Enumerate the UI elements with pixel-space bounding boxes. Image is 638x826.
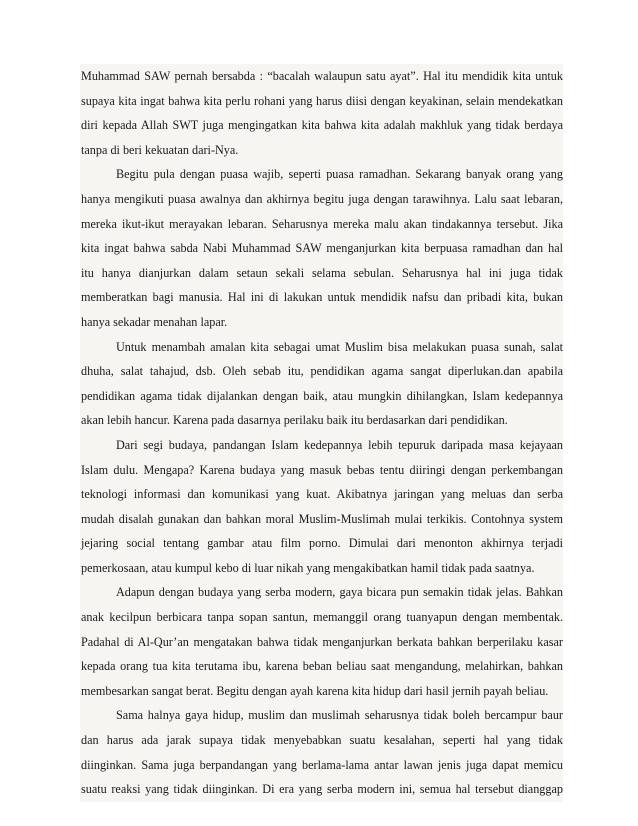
text-line: anak kecilpun berbicara tanpa sopan santun, memanggil orang tuanyapun dengan membentak.: [80, 605, 563, 630]
text-line: tanpa di beri kekuatan dari-Nya.: [80, 138, 563, 163]
text-line: pendidikan agama tidak dijalankan dengan baik, atau mungkin dihilangkan, Islam kedepannya: [80, 384, 563, 409]
text-line: mereka ikut-ikut merayakan lebaran. Seharusnya mereka malu akan tindakannya tersebut. Jika: [80, 212, 563, 237]
text-line: jejaring social tentang gambar atau film porno. Dimulai dari menonton akhirnya terjadi: [80, 531, 563, 556]
body-text: [80, 64, 563, 802]
text-line: membesarkan sangat berat. Begitu dengan ayah karena kita hidup dari hasil jernih payah beliau.: [80, 679, 563, 704]
paragraph-first-line: Sama halnya gaya hidup, muslim dan muslimah seharusnya tidak boleh bercampur baur: [80, 703, 563, 728]
text-line: diinginkan. Sama juga berpandangan yang berlama-lama antar lawan jenis juga dapat memicu: [80, 753, 563, 778]
text-line: hanya mengikuti puasa awalnya dan akhirnya begitu juga dengan tarawihnya. Lalu saat lebaran,: [80, 187, 563, 212]
paragraph-first-line: Begitu pula dengan puasa wajib, seperti puasa ramadhan. Sekarang banyak orang yang: [80, 162, 563, 187]
text-line: hanya sekadar menahan lapar.: [80, 310, 563, 335]
text-line: itu hanya dianjurkan dalam setaun sekali selama sebulan. Seharusnya hal ini juga tidak: [80, 261, 563, 286]
paragraph-first-line: Dari segi budaya, pandangan Islam kedepannya lebih tepuruk daripada masa kejayaan: [80, 433, 563, 458]
text-line: memberatkan bagi manusia. Hal ini di lakukan untuk mendidik nafsu dan pribadi kita, bukan: [80, 285, 563, 310]
text-line: suatu reaksi yang tidak diinginkan. Di era yang serba modern ini, semua hal tersebut dianggap: [80, 777, 563, 802]
text-line: diri kepada Allah SWT juga mengingatkan kita bahwa kita adalah makhluk yang tidak berdaya: [80, 113, 563, 138]
text-line: kepada orang tua kita terutama ibu, karena beban beliau saat mengandung, melahirkan, bahkan: [80, 654, 563, 679]
text-line: supaya kita ingat bahwa kita perlu rohani yang harus diisi dengan keyakinan, selain mendekatkan: [80, 89, 563, 114]
text-line: akan lebih hancur. Karena pada dasarnya perilaku baik itu berdasarkan dari pendidikan.: [80, 408, 563, 433]
paragraph-first-line: Untuk menambah amalan kita sebagai umat Muslim bisa melakukan puasa sunah, salat: [80, 335, 563, 360]
text-line: kita ingat bahwa sabda Nabi Muhammad SAW menganjurkan kita berpuasa ramadhan dan hal: [80, 236, 563, 261]
text-line: Padahal di Al-Qur’an mengatakan bahwa tidak menganjurkan berkata bahkan berperilaku kasar: [80, 630, 563, 655]
text-line: teknologi informasi dan komunikasi yang kuat. Akibatnya jaringan yang meluas dan serba: [80, 482, 563, 507]
text-line: dan harus ada jarak supaya tidak menyebabkan suatu kesalahan, seperti hal yang tidak: [80, 728, 563, 753]
text-line: Muhammad SAW pernah bersabda : “bacalah walaupun satu ayat”. Hal itu mendidik kita untuk: [80, 64, 563, 89]
text-line: mudah disalah gunakan dan bahkan moral Muslim-Muslimah mulai terkikis. Contohnya system: [80, 507, 563, 532]
paragraph-first-line: Adapun dengan budaya yang serba modern, gaya bicara pun semakin tidak jelas. Bahkan: [80, 580, 563, 605]
text-line: Islam dulu. Mengapa? Karena budaya yang masuk bebas tentu diiringi dengan perkembangan: [80, 458, 563, 483]
text-line: dhuha, salat tahajud, dsb. Oleh sebab itu, pendidikan agama sangat diperlukan.dan apabila: [80, 359, 563, 384]
text-line: pemerkosaan, atau kumpul kebo di luar nikah yang mengakibatkan hamil tidak pada saatnya.: [80, 556, 563, 581]
